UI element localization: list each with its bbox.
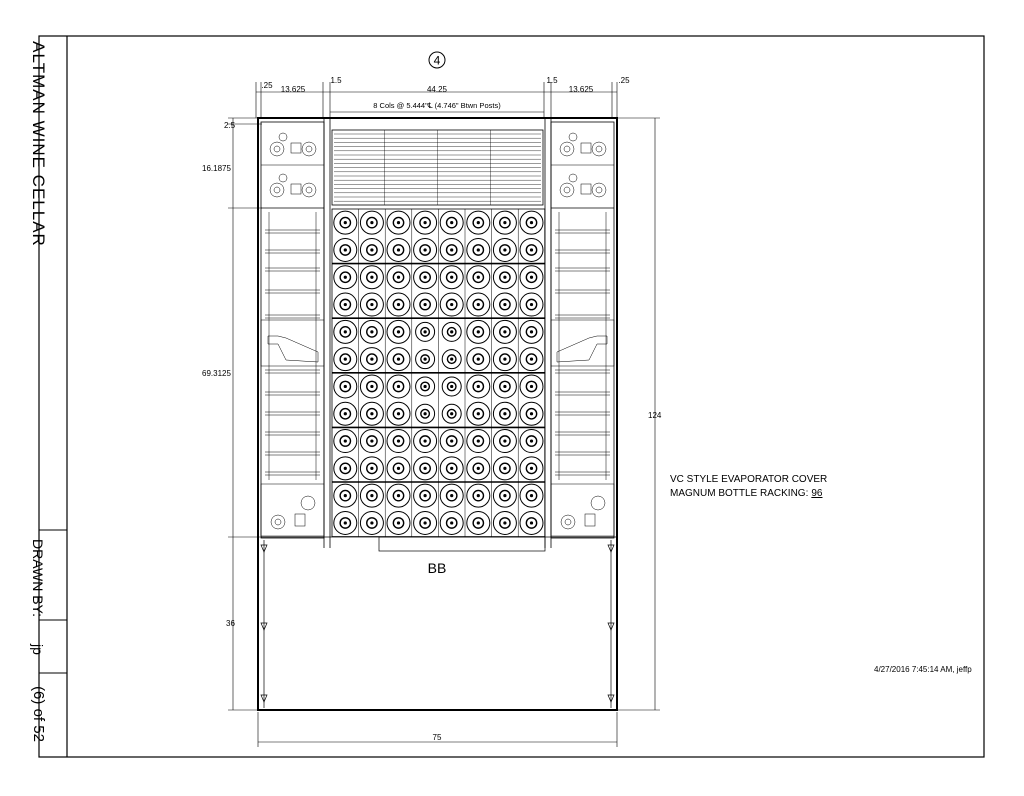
magnum-bottle [520, 348, 543, 371]
bottle-center [370, 521, 373, 524]
bottle-center [397, 439, 400, 442]
cube-bottle-neck [291, 143, 301, 153]
magnum-bottle [467, 511, 490, 534]
magnum-bottle [520, 211, 543, 234]
bottle-center [424, 221, 427, 224]
bottle-center [477, 439, 480, 442]
magnum-bottle [334, 511, 357, 534]
bottle-center [397, 494, 400, 497]
bottle-center [424, 521, 427, 524]
magnum-bottle [467, 211, 490, 234]
magnum-bottle [493, 211, 516, 234]
bottle-center [397, 358, 400, 361]
sheet-number: (6) of 52 [30, 686, 47, 742]
magnum-bottle [334, 348, 357, 371]
magnum-bottle-racking [332, 209, 545, 537]
bottle-center [530, 385, 533, 388]
note-bottle-racking [670, 488, 825, 499]
cube-bottle [560, 142, 574, 156]
bottle-center [530, 358, 533, 361]
elevation-marker-number: 4 [433, 53, 441, 68]
bottle-center [477, 248, 480, 251]
cube-bottle [301, 496, 315, 510]
bottle-center [397, 276, 400, 279]
bottle-center [397, 412, 400, 415]
magnum-bottle [520, 320, 543, 343]
magnum-bottle [387, 484, 410, 507]
magnum-bottle [334, 402, 357, 425]
bottle-center [450, 385, 453, 388]
magnum-bottle [387, 238, 410, 261]
bottle-center [450, 221, 453, 224]
cube-bottle [592, 142, 606, 156]
bottle-center [477, 276, 480, 279]
display-bottle-right [557, 336, 607, 362]
note-racking-count: 96 [811, 488, 823, 499]
magnum-bottle [387, 293, 410, 316]
magnum-bottle [360, 457, 383, 480]
magnum-bottle [387, 430, 410, 453]
bottle-center [530, 303, 533, 306]
bottle-center [530, 248, 533, 251]
bottle-center [477, 358, 480, 361]
bottle-center [450, 358, 453, 361]
magnum-bottle [467, 484, 490, 507]
bottle-center [503, 330, 506, 333]
bottle-center [344, 358, 347, 361]
dim-overall-width: 75 [432, 733, 442, 742]
magnum-bottle [493, 402, 516, 425]
magnum-bottle [334, 375, 357, 398]
bottle-center [344, 276, 347, 279]
magnum-bottle [414, 430, 437, 453]
magnum-bottle [387, 375, 410, 398]
magnum-bottle [467, 375, 490, 398]
dim-left-post: 1.5 [330, 76, 342, 85]
sheet-border [39, 36, 984, 757]
bottle-center [424, 330, 427, 333]
bottle-center [477, 330, 480, 333]
bottle-center [503, 221, 506, 224]
magnum-bottle [334, 266, 357, 289]
bottle-center [344, 521, 347, 524]
magnum-bottle [414, 457, 437, 480]
print-timestamp: 4/27/2016 7:45:14 AM, jeffp [874, 665, 972, 674]
magnum-bottle [442, 404, 461, 423]
magnum-bottle [442, 377, 461, 396]
bottle-center [424, 276, 427, 279]
bottle-center [530, 521, 533, 524]
dim-top-trim: 2.5 [224, 121, 236, 130]
cube-bottle-punt [274, 146, 280, 152]
bottle-center [397, 221, 400, 224]
cube-bottle [270, 183, 284, 197]
bottle-center [344, 385, 347, 388]
magnum-bottle [520, 511, 543, 534]
magnum-bottle [360, 430, 383, 453]
bottle-center [370, 494, 373, 497]
bottle-center [397, 303, 400, 306]
cube-bottle-top [569, 133, 577, 141]
tower-frames [261, 118, 617, 548]
cube-bottle-neck [291, 184, 301, 194]
magnum-bottle [467, 238, 490, 261]
dim-left-tower: 13.625 [280, 85, 306, 94]
cube-bottle [591, 496, 605, 510]
bottle-center [370, 467, 373, 470]
cube-bottle-punt [274, 187, 280, 193]
bottle-center [530, 439, 533, 442]
magnum-bottle [360, 211, 383, 234]
top-dimension-labels [261, 76, 630, 110]
magnum-bottle [360, 511, 383, 534]
magnum-bottle [440, 293, 463, 316]
magnum-bottle [414, 511, 437, 534]
drawn-by-label: DRAWN BY: [30, 538, 46, 618]
cube-bottle [560, 183, 574, 197]
magnum-bottle [360, 484, 383, 507]
cube-bottle-punt [596, 187, 602, 193]
magnum-bottle [360, 402, 383, 425]
magnum-bottle [440, 457, 463, 480]
bottle-center [503, 494, 506, 497]
magnum-bottle [334, 484, 357, 507]
magnum-bottle [334, 430, 357, 453]
bottle-center [530, 494, 533, 497]
bottle-center [344, 330, 347, 333]
display-cube [551, 320, 614, 366]
magnum-bottle [520, 293, 543, 316]
magnum-bottle [414, 266, 437, 289]
bottle-center [450, 248, 453, 251]
magnum-bottle [493, 266, 516, 289]
magnum-bottle [467, 293, 490, 316]
magnum-bottle [520, 484, 543, 507]
bottle-center [530, 467, 533, 470]
note-racking-prefix: MAGNUM BOTTLE RACKING: [670, 488, 809, 499]
bottle-center [397, 330, 400, 333]
bottle-center [397, 467, 400, 470]
magnum-bottle [360, 293, 383, 316]
bottle-center [344, 248, 347, 251]
magnum-bottle [416, 350, 435, 369]
magnum-bottle [520, 402, 543, 425]
bottle-center [370, 248, 373, 251]
magnum-bottle [387, 211, 410, 234]
magnum-bottle [493, 484, 516, 507]
cube-bottle-top [279, 133, 287, 141]
dim-right-tower: 13.625 [568, 85, 594, 94]
bottle-center [424, 467, 427, 470]
magnum-bottle [520, 238, 543, 261]
cube-bottle-neck [585, 514, 595, 526]
cube-bottle-punt [565, 519, 571, 525]
bottle-center [370, 412, 373, 415]
magnum-bottle [493, 293, 516, 316]
bottle-center [424, 494, 427, 497]
center-column-note: 8 Cols @ 5.444"℄ (4.746" Btwn Posts) [373, 101, 501, 110]
bottle-center [503, 276, 506, 279]
bottle-center [503, 412, 506, 415]
bottle-center [450, 276, 453, 279]
bottle-center [503, 248, 506, 251]
cabinet-outline [258, 118, 617, 710]
bottle-center [370, 439, 373, 442]
dim-rack-section: 69.3125 [202, 369, 231, 378]
magnum-bottle [414, 484, 437, 507]
bottle-center [450, 303, 453, 306]
cube-bottle-neck [581, 184, 591, 194]
magnum-bottle [334, 457, 357, 480]
magnum-bottle [334, 238, 357, 261]
bottom-cube [551, 484, 614, 536]
magnum-bottle [520, 457, 543, 480]
magnum-bottle [493, 348, 516, 371]
cube-bottle [302, 142, 316, 156]
project-title: ALTMAN WINE CELLAR [29, 41, 48, 247]
bottle-center [344, 494, 347, 497]
note-evaporator: VC STYLE EVAPORATOR COVER [670, 474, 828, 485]
magnum-bottle [387, 320, 410, 343]
dim-left-edge: .25 [261, 81, 273, 90]
display-bottle-left [268, 336, 318, 362]
cube-bottle [270, 142, 284, 156]
magnum-bottle [416, 322, 435, 341]
bottle-center [503, 467, 506, 470]
bottle-center [370, 330, 373, 333]
bottle-center [370, 221, 373, 224]
bottle-center [424, 303, 427, 306]
magnum-bottle [360, 238, 383, 261]
bottle-center [370, 385, 373, 388]
magnum-bottle [416, 404, 435, 423]
bottle-center [477, 494, 480, 497]
bottle-center [530, 221, 533, 224]
magnum-bottle [334, 320, 357, 343]
magnum-bottle [467, 266, 490, 289]
bottle-center [503, 521, 506, 524]
bottle-center [450, 330, 453, 333]
magnum-bottle [387, 511, 410, 534]
cube-bottle-top [569, 174, 577, 182]
cube-bottle-punt [564, 146, 570, 152]
magnum-bottle [493, 457, 516, 480]
base-label: BB [427, 560, 447, 576]
bottle-center [450, 521, 453, 524]
bottle-center [397, 521, 400, 524]
magnum-bottle [442, 350, 461, 369]
bottle-center [450, 494, 453, 497]
bottle-center [530, 276, 533, 279]
bottle-center [344, 439, 347, 442]
bottle-center [503, 303, 506, 306]
dim-base-section: 36 [226, 619, 235, 628]
magnum-bottle [493, 320, 516, 343]
bottle-center [503, 385, 506, 388]
magnum-bottle [440, 238, 463, 261]
magnum-bottle [334, 293, 357, 316]
bottle-center [503, 439, 506, 442]
cube-bottle-punt [306, 146, 312, 152]
magnum-bottle [414, 293, 437, 316]
magnum-bottle [414, 238, 437, 261]
cube-bottle-punt [596, 146, 602, 152]
magnum-bottle [440, 211, 463, 234]
bottle-center [424, 248, 427, 251]
dim-right-post: 1.5 [546, 76, 558, 85]
dim-right-edge: .25 [618, 76, 630, 85]
bottle-center [344, 303, 347, 306]
bottle-center [530, 330, 533, 333]
bottle-center [477, 412, 480, 415]
magnum-bottle [467, 430, 490, 453]
magnum-bottle [467, 348, 490, 371]
magnum-bottle [467, 320, 490, 343]
bottle-center [344, 412, 347, 415]
magnum-bottle [467, 457, 490, 480]
magnum-bottle [387, 402, 410, 425]
magnum-bottle [493, 238, 516, 261]
magnum-bottle [416, 377, 435, 396]
bottle-center [424, 439, 427, 442]
cube-bottle [302, 183, 316, 197]
bottle-center [344, 221, 347, 224]
bottle-center [344, 467, 347, 470]
bottle-center [424, 358, 427, 361]
cube-bottle-neck [581, 143, 591, 153]
magnum-bottle [442, 322, 461, 341]
magnum-bottle [493, 511, 516, 534]
bottle-center [477, 521, 480, 524]
dim-center: 44.25 [426, 85, 448, 94]
bottle-center [397, 385, 400, 388]
bottle-center [503, 358, 506, 361]
bottle-center [530, 412, 533, 415]
bottle-center [370, 276, 373, 279]
bottle-center [370, 358, 373, 361]
magnum-bottle [414, 211, 437, 234]
cube-bottle-punt [564, 187, 570, 193]
evaporator-louvers [334, 130, 541, 205]
cube-bottle-punt [275, 519, 281, 525]
display-cube [261, 320, 324, 366]
magnum-bottle [493, 375, 516, 398]
bottle-center [450, 412, 453, 415]
cube-bottle-neck [295, 514, 305, 526]
magnum-bottle [360, 320, 383, 343]
bottle-center [477, 467, 480, 470]
bottle-center [424, 412, 427, 415]
magnum-bottle [493, 430, 516, 453]
dim-overall-height: 124 [648, 411, 662, 420]
magnum-bottle [520, 375, 543, 398]
bottle-center [477, 221, 480, 224]
bottle-center [450, 439, 453, 442]
cube-bottle-top [279, 174, 287, 182]
magnum-bottle [387, 457, 410, 480]
bottle-center [424, 385, 427, 388]
cube-bottle [271, 515, 285, 529]
bottle-center [477, 303, 480, 306]
left-dimension-labels [202, 121, 236, 628]
cube-bottle-punt [306, 187, 312, 193]
cube-bottle [561, 515, 575, 529]
magnum-bottle [387, 348, 410, 371]
magnum-bottle [467, 402, 490, 425]
magnum-bottle [440, 266, 463, 289]
bottle-center [370, 303, 373, 306]
bottle-center [477, 385, 480, 388]
drawn-by-value: jp [30, 644, 46, 655]
magnum-bottle [360, 375, 383, 398]
magnum-bottle [387, 266, 410, 289]
magnum-bottle [334, 211, 357, 234]
bottle-center [397, 248, 400, 251]
bottom-cube [261, 484, 324, 536]
magnum-bottle [360, 348, 383, 371]
magnum-bottle [360, 266, 383, 289]
bottle-center [450, 467, 453, 470]
dim-upper-section: 16.1875 [202, 164, 231, 173]
magnum-bottle [440, 511, 463, 534]
magnum-bottle [440, 484, 463, 507]
cube-bottle [592, 183, 606, 197]
magnum-bottle [440, 430, 463, 453]
magnum-bottle [520, 266, 543, 289]
magnum-bottle [520, 430, 543, 453]
